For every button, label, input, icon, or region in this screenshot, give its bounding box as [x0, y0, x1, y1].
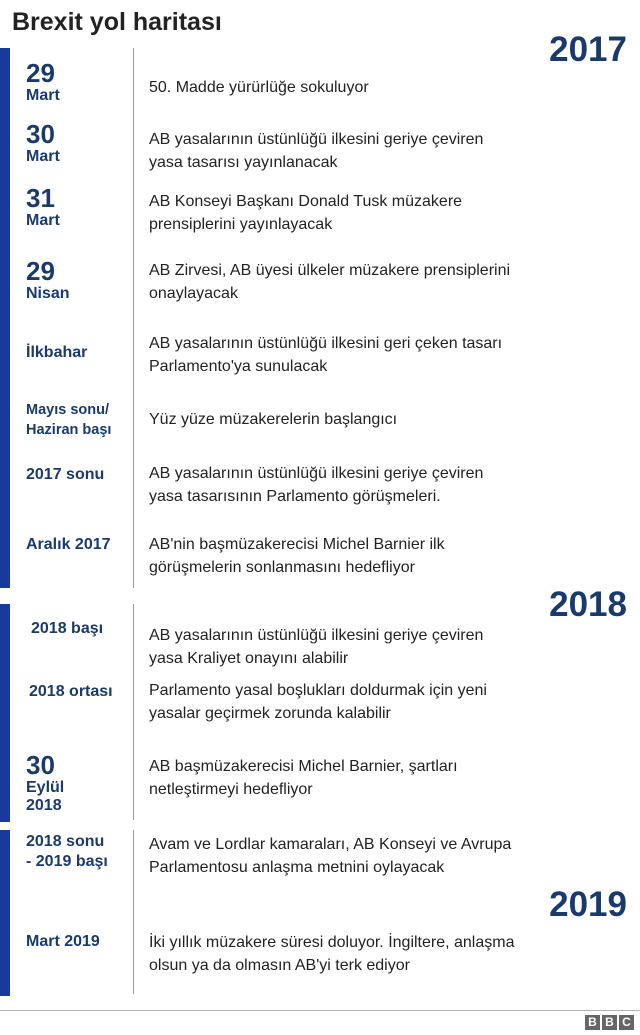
timeline-bar-2019	[0, 830, 10, 996]
entry-event: Yüz yüze müzakerelerin başlangıcı	[149, 411, 398, 428]
entry-event: AB yasalarının üstünlüğü ilkesini geriye çeviren yasa tasarısı yayınlanacak	[149, 131, 484, 171]
entry-event: Avam ve Lordlar kamaraları, AB Konseyi ve Avrupa Parlamentosu anlaşma metnini oylayacak	[149, 836, 512, 876]
entry-date-month: Nisan	[26, 285, 70, 302]
bbc-logo-letter: B	[585, 1015, 600, 1030]
entry-date-line: Mayıs sonu/	[26, 402, 109, 418]
footer-divider	[0, 1010, 640, 1011]
entry-date-month: Mart	[26, 148, 60, 165]
year-label-2018: 2018	[549, 585, 627, 624]
entry-date	[26, 258, 136, 303]
timeline-bar-2017	[0, 48, 10, 588]
entry-date: 2018 başı	[31, 620, 104, 637]
entry-date-month: Eylül	[26, 779, 65, 796]
entry-date-day: 29	[26, 256, 55, 286]
entry-event: AB yasalarının üstünlüğü ilkesini geri çeken tasarı Parlamento'ya sunulacak	[149, 335, 503, 375]
entry-date-month: Mart	[26, 87, 60, 104]
year-label-2019: 2019	[549, 885, 627, 924]
entry-date	[26, 121, 136, 166]
entry-event: İki yıllık müzakere süresi doluyor. İngiltere, anlaşma olsun ya da olmasın AB'yi terk ediyor	[149, 934, 515, 974]
entry-date-day: 29	[26, 58, 55, 88]
entry-date-year: 2018	[26, 797, 62, 814]
entry-event: Parlamento yasal boşlukları doldurmak için yeni yasalar geçirmek zorunda kalabilir	[149, 682, 487, 722]
page-title: Brexit yol haritası	[12, 8, 222, 36]
entry-date	[26, 832, 136, 872]
entry-event: 50. Madde yürürlüğe sokuluyor	[149, 79, 369, 96]
entry-event: AB başmüzakerecisi Michel Barnier, şartları netleştirmeyi hedefliyor	[149, 758, 458, 798]
entry-date: Aralık 2017	[26, 536, 111, 553]
bbc-logo-letter: B	[602, 1015, 617, 1030]
entry-date	[26, 60, 136, 105]
entry-date	[26, 400, 136, 440]
entry-date-day: 31	[26, 183, 55, 213]
entry-date: 2018 ortası	[29, 683, 113, 700]
entry-date-day: 30	[26, 750, 55, 780]
entry-date: Mart 2019	[26, 933, 100, 950]
entry-date: İlkbahar	[26, 344, 88, 361]
entry-date-month: Mart	[26, 212, 60, 229]
entry-date	[26, 752, 136, 815]
year-label-2017: 2017	[549, 30, 627, 69]
timeline-bar-2018	[0, 604, 10, 822]
entry-event: AB'nin başmüzakerecisi Michel Barnier ilk görüşmelerin sonlanmasını hedefliyor	[149, 536, 445, 576]
entry-date-line: - 2019 başı	[26, 853, 108, 870]
bbc-logo-letter: C	[619, 1015, 634, 1030]
entry-event: AB yasalarının üstünlüğü ilkesini geriye çeviren yasa tasarısının Parlamento görüşmeleri.	[149, 465, 484, 505]
entry-date-line: Haziran başı	[26, 422, 112, 438]
entry-date: 2017 sonu	[26, 466, 105, 483]
entry-date-day: 30	[26, 119, 55, 149]
entry-event: AB Konseyi Başkanı Donald Tusk müzakere prensiplerini yayınlayacak	[149, 193, 463, 233]
entry-event: AB yasalarının üstünlüğü ilkesini geriye çeviren yasa Kraliyet onayını alabilir	[149, 627, 484, 667]
entry-event: AB Zirvesi, AB üyesi ülkeler müzakere prensiplerini onaylayacak	[149, 262, 511, 302]
entry-date-line: 2018 sonu	[26, 833, 105, 850]
bbc-logo	[585, 1015, 634, 1030]
entry-date	[26, 185, 136, 230]
